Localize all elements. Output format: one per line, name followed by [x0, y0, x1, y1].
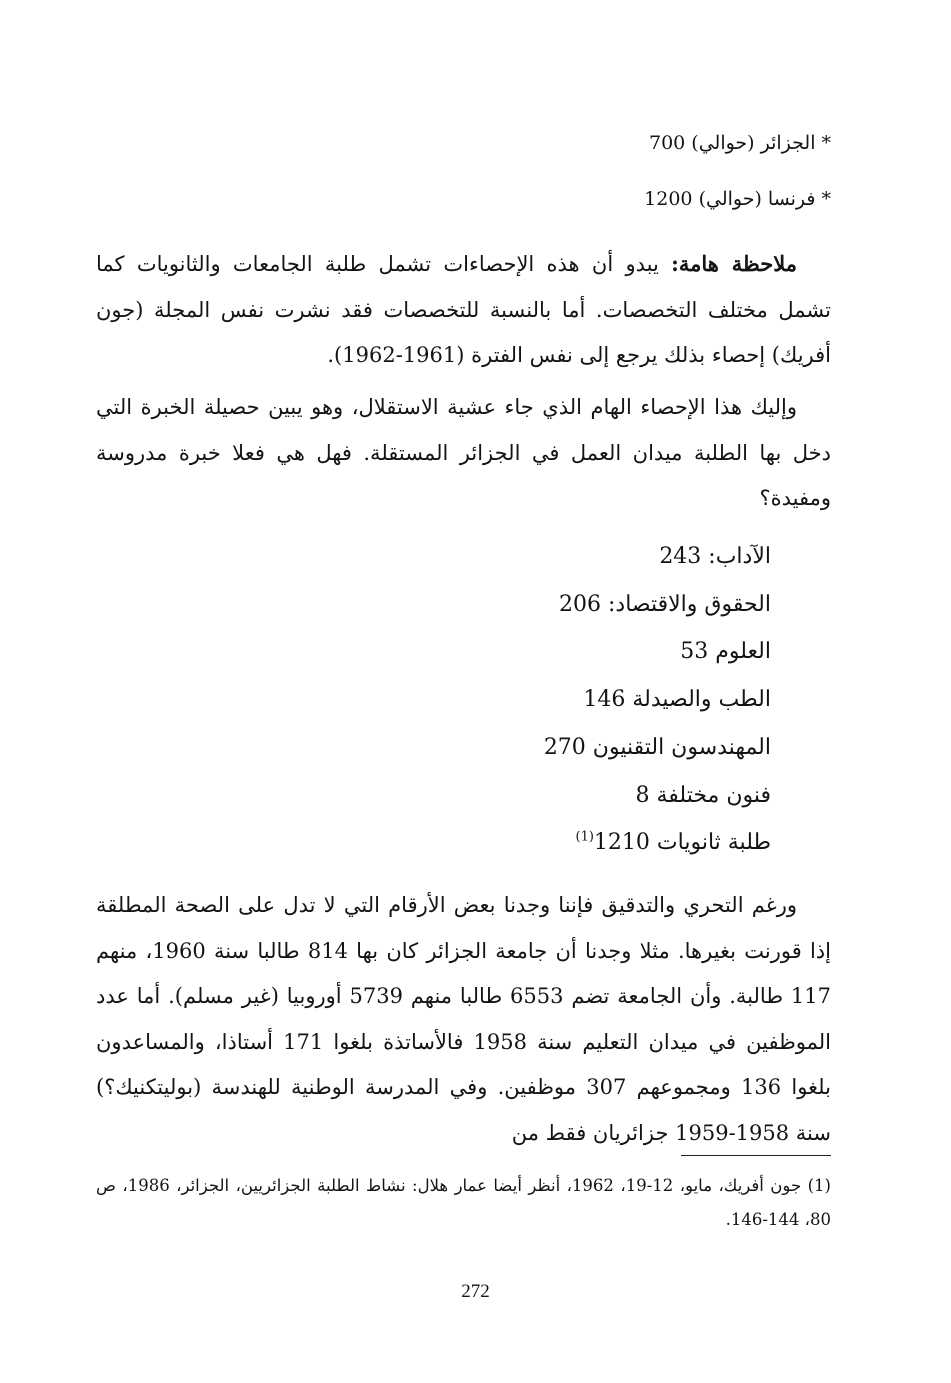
intro-paragraph [96, 385, 831, 522]
note-label: ملاحظة هامة: [671, 251, 797, 276]
footnote-divider [681, 1155, 831, 1156]
bullet-text: الجزائر (حوالي) 700 [648, 132, 816, 154]
stat-item-various-arts: فنون مختلفة 8 [635, 782, 771, 808]
bullet-star-icon: * [821, 188, 831, 210]
stat-item-literature: الآداب: 243 [659, 544, 771, 569]
footnote-reference: (1) [575, 829, 594, 845]
intro-text: وإليك هذا الإحصاء الهام الذي جاء عشية الاستقلال، وهو يبين حصيلة الخبرة التي دخل بها الطلبة ميدان العمل في الجزائر المستقلة. فهل هي فعلا خبرة مدروسة ومفيدة؟ [96, 395, 831, 510]
final-paragraph [96, 883, 831, 1156]
bullet-text: فرنسا (حوالي) 1200 [644, 188, 816, 210]
bullet-france [644, 184, 831, 214]
footnote-text: جون أفريك، مايو، 12-19، 1962، أنظر أيضا عمار هلال: نشاط الطلبة الجزائريين، الجزائر، 1986، ص 80، 144-146. [96, 1176, 831, 1229]
footnote-marker: (1) [807, 1176, 831, 1195]
specialization-stats-list [544, 533, 771, 867]
stat-item-technical-engineers: المهندسون التقنيون 270 [543, 734, 771, 760]
stat-item-medicine-pharmacy: الطب والصيدلة 146 [583, 687, 771, 713]
final-text: ورغم التحري والتدقيق فإننا وجدنا بعض الأرقام التي لا تدل على الصحة المطلقة إذا قورنت بغيرها. مثلا وجدنا أن جامعة الجزائر كان بها 814 طالبا سنة 1960، منهم 117 طالبة. وأن الجامعة تضم 6553 طالبا منهم 5739 أوروبيا (غير مسلم). أما عدد الموظفين في ميدان التعليم سنة 1958 فالأساتذة بلغوا 171 أستاذا، والمساعدون بلغوا 136 ومجموعهم 307 موظفين. وفي المدرسة الوطنية للهندسة (بوليتكنيك؟) سنة 1958-1959 جزائريان فقط من [96, 893, 832, 1145]
note-text: يبدو أن هذه الإحصاءات تشمل طلبة الجامعات والثانويات كما تشمل مختلف التخصصات. أما بالنسبة للتخصصات فقد نشرت نفس المجلة (جون أفريك) إحصاء بذلك يرجع إلى نفس الفترة (1961-1962). [96, 252, 831, 367]
bullet-star-icon: * [821, 132, 831, 154]
bullet-algeria [649, 128, 831, 158]
stat-item-sciences: العلوم 53 [680, 639, 771, 665]
footnote [96, 1169, 831, 1237]
stat-item-secondary-students [544, 819, 771, 867]
stat-item-law-economics: الحقوق والاقتصاد: 206 [559, 591, 771, 617]
page-number: 272 [461, 1281, 490, 1302]
stat-text: طلبة ثانويات 1210 [593, 830, 771, 856]
important-note-paragraph [96, 241, 831, 379]
